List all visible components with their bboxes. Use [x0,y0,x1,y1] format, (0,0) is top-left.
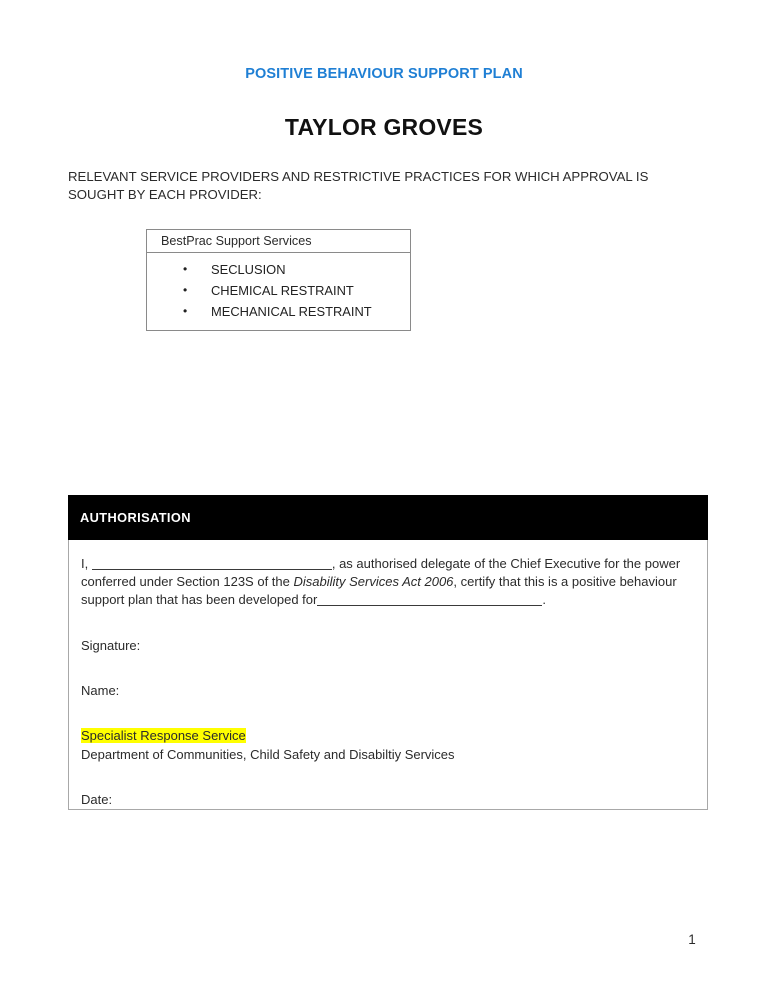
list-item [155,301,402,322]
authorisation-section [68,495,708,810]
department-name: Department of Communities, Child Safety and Disabiltiy Services [81,747,455,762]
legislation-reference: Disability Services Act 2006 [293,574,454,589]
organisation-block [81,727,695,763]
signature-field-label: Signature: [81,638,141,653]
page-number: 1 [688,932,696,947]
authorisation-section-body [68,540,708,810]
organisation-unit-highlighted: Specialist Response Service [81,728,246,743]
list-item-label: CHEMICAL RESTRAINT [211,283,354,298]
list-item-label: SECLUSION [211,262,286,277]
restrictive-practice-list [155,259,402,322]
name-field-label: Name: [81,683,120,698]
authorisation-section-header: AUTHORISATION [68,495,708,540]
date-field-label: Date: [81,792,113,807]
statement-part-four: . [542,592,546,607]
bullet-icon: • [183,262,188,276]
authorisation-statement [81,555,695,609]
providers-table [146,229,411,331]
organisation-unit-line [81,727,695,745]
lead-paragraph: RELEVANT SERVICE PROVIDERS AND RESTRICTIVE PRACTICES FOR WHICH APPROVAL IS SOUGHT BY EACH PROVIDER: [68,169,649,202]
bullet-icon: • [183,304,188,318]
list-item-label: MECHANICAL RESTRAINT [211,304,372,319]
providers-table-header-cell: BestPrac Support Services [147,230,410,253]
providers-table-body [147,253,410,330]
statement-part-one: I, [81,556,92,571]
page-title: TAYLOR GROVES [284,114,484,140]
list-item [155,259,402,280]
delegate-name-blank[interactable] [92,556,332,570]
statement-part-three: , certify that this is a positive behaviour support plan that has been developed for [81,574,677,607]
client-name-blank[interactable] [317,592,542,606]
list-item [155,280,402,301]
bullet-icon: • [183,283,188,297]
statement-part-two: , as authorised delegate of the Chief Executive for the power conferred under Section 123S of the [81,556,681,589]
document-subtitle: POSITIVE BEHAVIOUR SUPPORT PLAN [245,66,523,82]
